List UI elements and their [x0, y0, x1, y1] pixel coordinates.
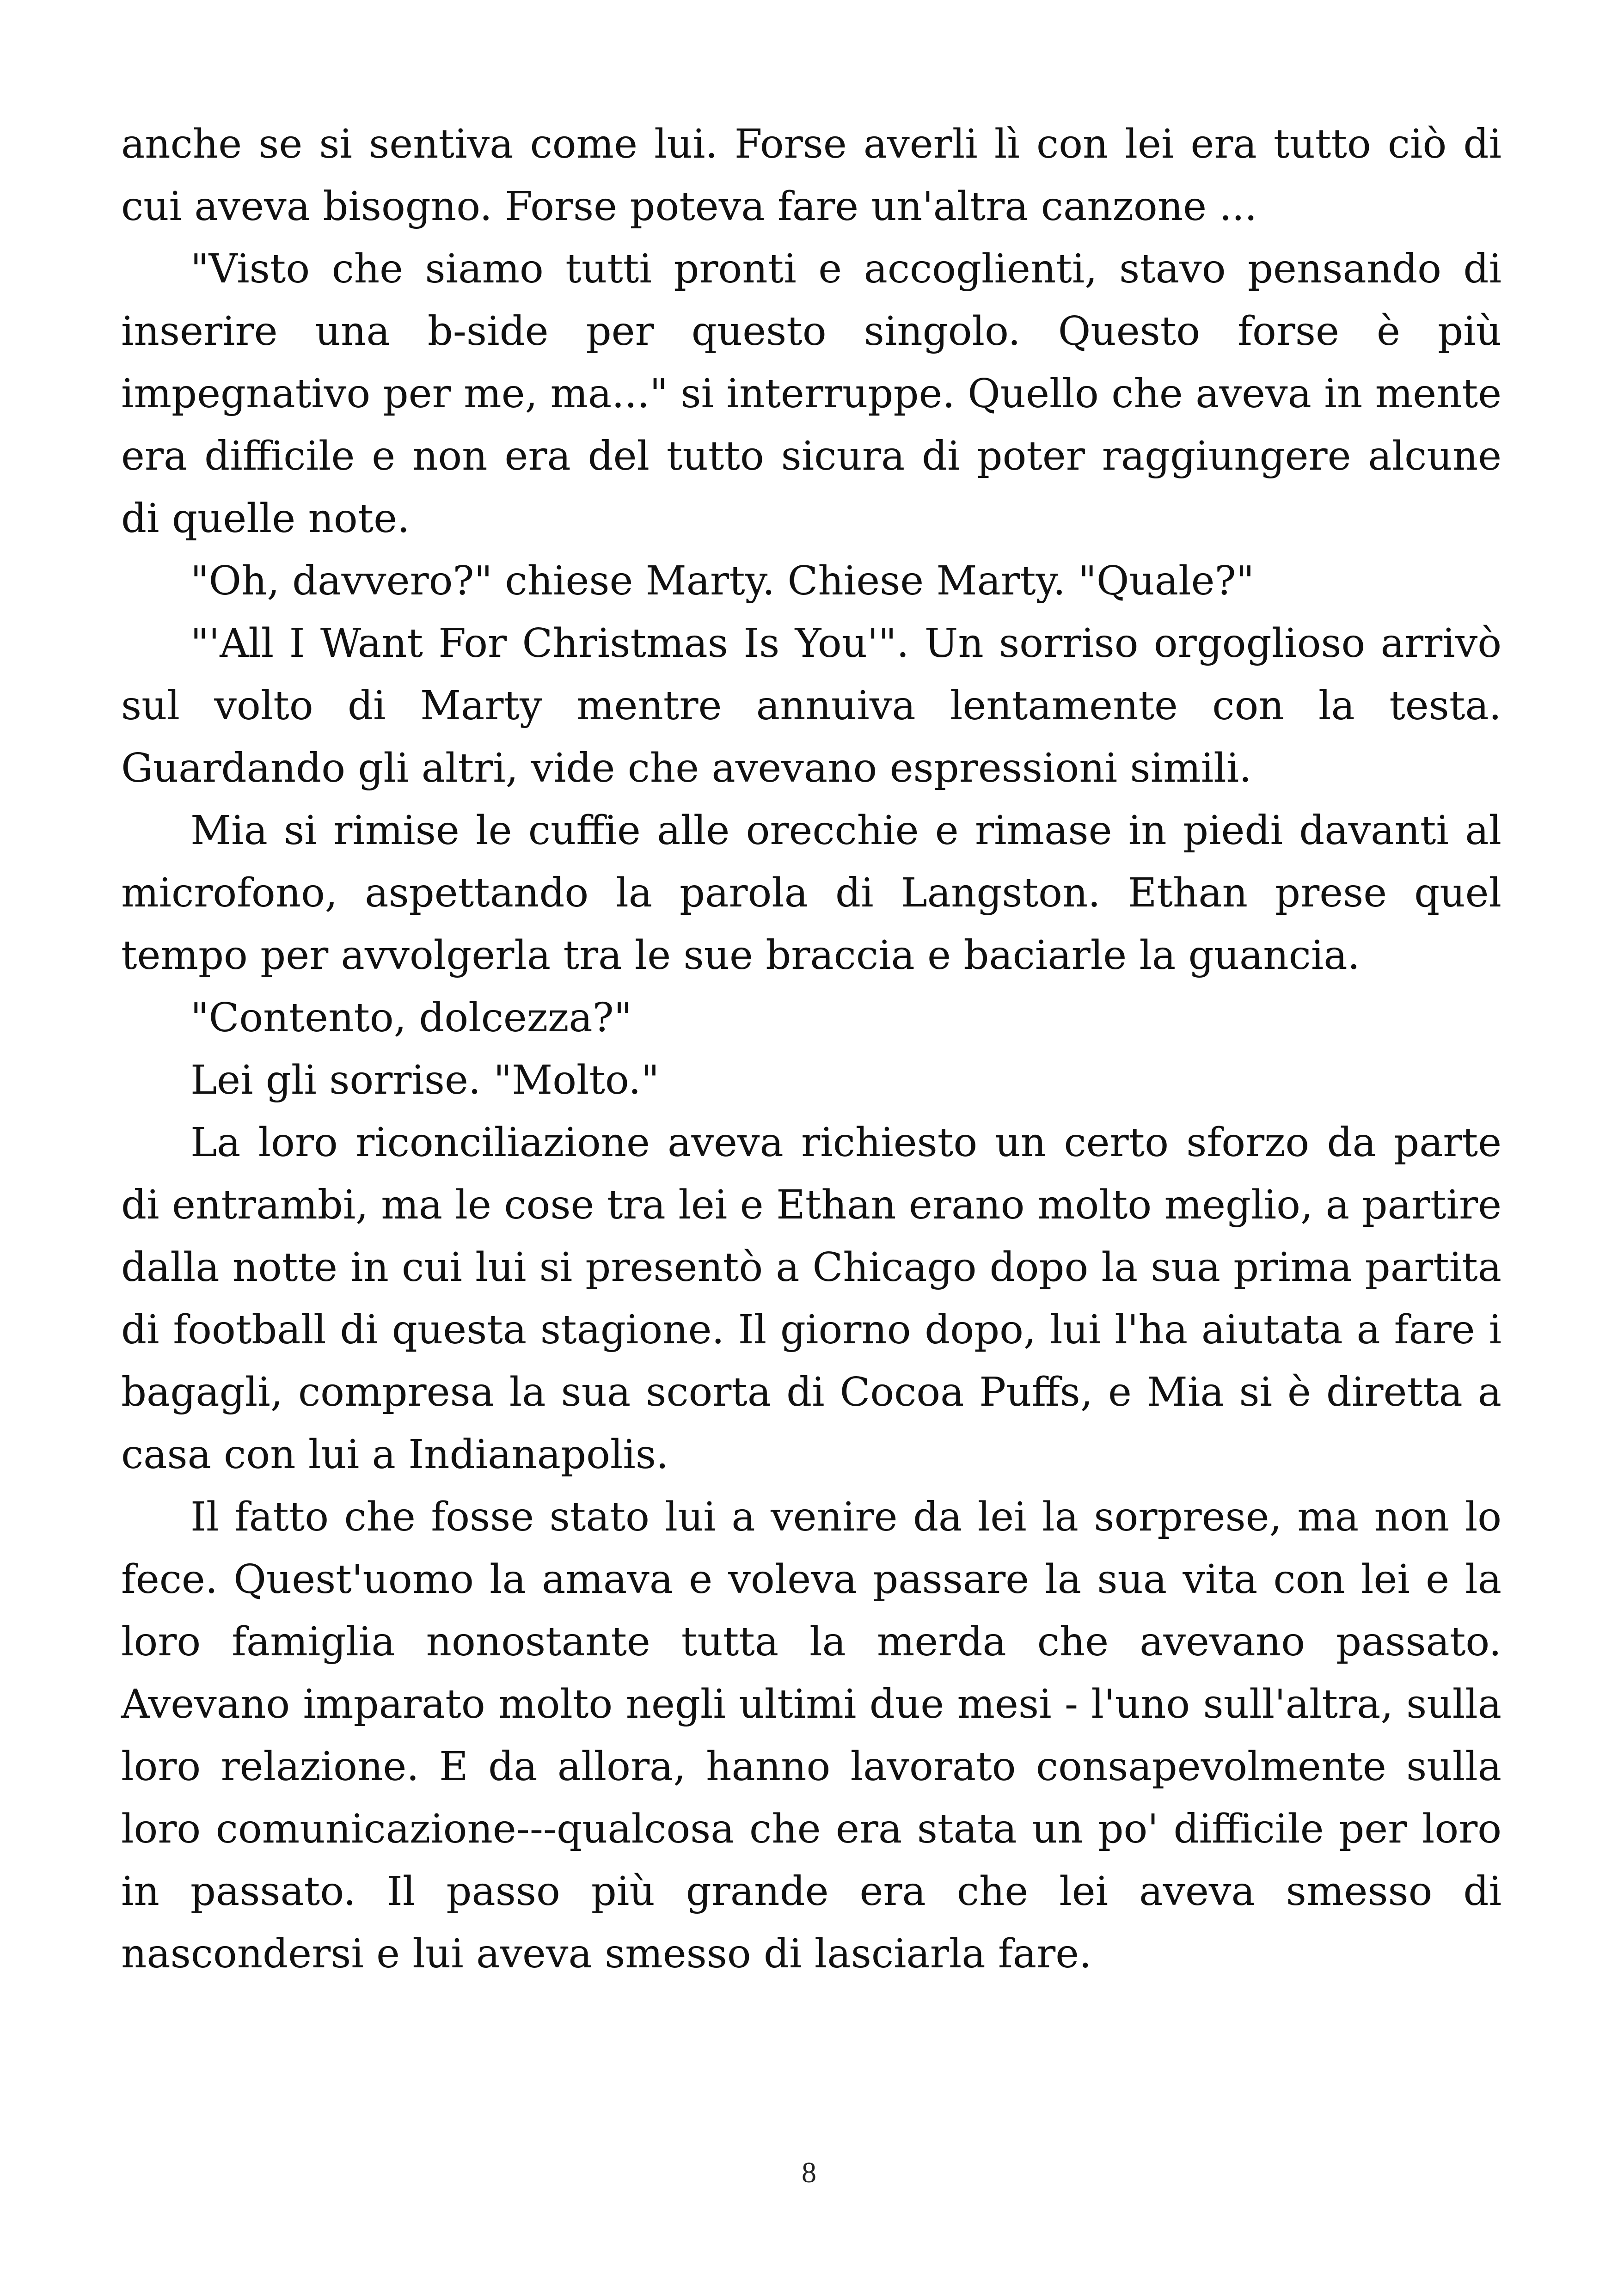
paragraph: La loro riconciliazione aveva richiesto un certo sforzo da parte di entrambi, ma le cose tra lei e Ethan erano molto meglio, a partire dalla notte in cui lui si presentò a Chicago dopo la sua prima partita di football di questa stagione. Il giorno dopo, lui l'ha aiutata a fare i bagagli, compresa la sua scorta di Cocoa Puffs, e Mia si è diretta a casa con lui a Indianapolis. [121, 1120, 1502, 1478]
paragraph: "Contento, dolcezza?" [190, 995, 632, 1041]
paragraph: Mia si rimise le cuffie alle orecchie e rimase in piedi davanti al microfono, aspettando la parola di Langston. Ethan prese quel tempo per avvolgerla tra le sue braccia e baciarle la guancia. [121, 808, 1502, 979]
paragraph: Lei gli sorrise. "Molto." [190, 1057, 660, 1103]
paragraph: "'All I Want For Christmas Is You'". Un sorriso orgoglioso arrivò sul volto di Marty mentre annuiva lentamente con la testa. Guardando gli altri, vide che avevano espressioni simili. [121, 620, 1502, 791]
paragraph: "Oh, davvero?" chiese Marty. Chiese Marty. "Quale?" [190, 558, 1255, 604]
paragraph: anche se si sentiva come lui. Forse averli lì con lei era tutto ciò di cui aveva bisogno. Forse poteva fare un'altra canzone ... [121, 121, 1502, 230]
paragraph: Il fatto che fosse stato lui a venire da lei la sorprese, ma non lo fece. Quest'uomo la amava e voleva passare la sua vita con lei e la loro famiglia nonostante tutta la merda che avevano passato. Avevano imparato molto negli ultimi due mesi - l'uno sull'altra, sulla loro relazione. E da allora, hanno lavorato consapevolmente sulla loro comunicazione---qualcosa che era stata un po' difficile per loro in passato. Il passo più grande era che lei aveva smesso di nascondersi e lui aveva smesso di lasciarla fare. [121, 1494, 1502, 1977]
paragraph: "Visto che siamo tutti pronti e accoglienti, stavo pensando di inserire una b-side per questo singolo. Questo forse è più impegnativo per me, ma..." si interruppe. Quello che aveva in mente era difficile e non era del tutto sicura di poter raggiungere alcune di quelle note. [121, 246, 1502, 542]
body-text [121, 113, 1502, 1985]
page-number: 8 [802, 2156, 816, 2189]
